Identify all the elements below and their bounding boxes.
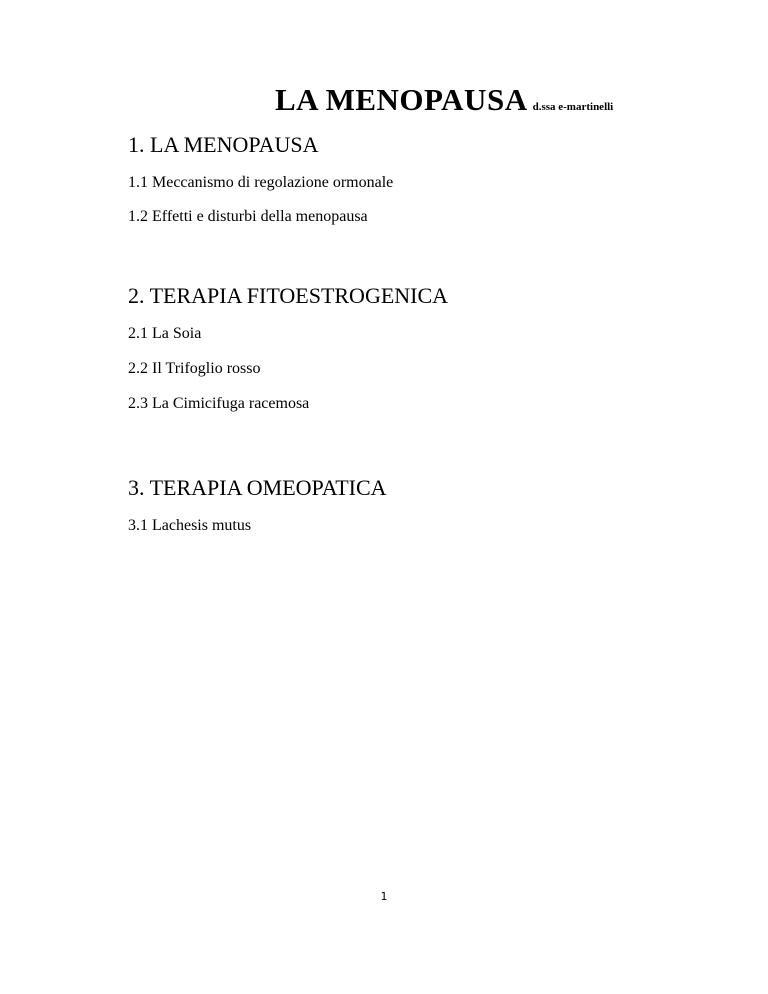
section-heading-2: 2. TERAPIA FITOESTROGENICA [128,283,449,308]
section-heading-3: 3. TERAPIA OMEOPATICA [128,475,387,500]
toc-item-3-1: 3.1 Lachesis mutus [128,517,252,534]
toc-item-2-2: 2.2 Il Trifoglio rosso [128,360,261,377]
document-author: d.ssa e-martinelli [532,101,614,113]
toc-item-1-2: 1.2 Effetti e disturbi della menopausa [128,208,368,225]
section-heading-1: 1. LA MENOPAUSA [128,132,319,157]
document-title-line [275,84,613,115]
toc-item-1-1: 1.1 Meccanismo di regolazione ormonale [128,174,394,191]
document-title: LA MENOPAUSA [275,82,528,117]
toc-item-2-3: 2.3 La Cimicifuga racemosa [128,395,310,412]
page-number: 1 [380,890,388,903]
toc-item-2-1: 2.1 La Soia [128,325,202,342]
